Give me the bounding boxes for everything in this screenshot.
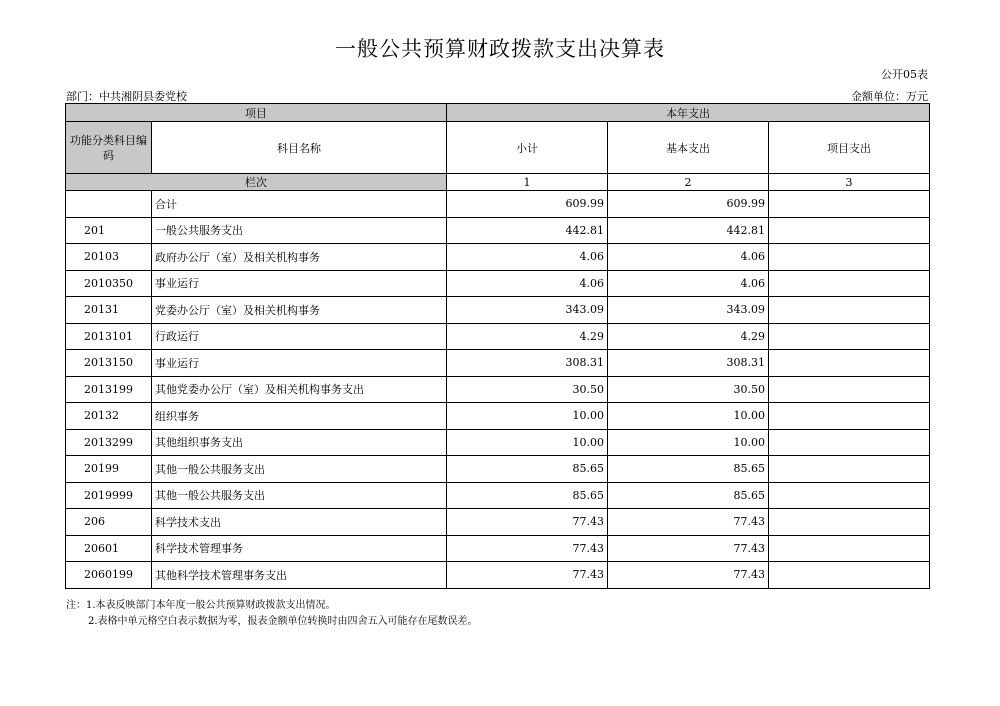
cell-subject-name: 科学技术支出 xyxy=(152,509,447,536)
cell-subject-name: 一般公共服务支出 xyxy=(152,217,447,244)
form-code: 公开05表 xyxy=(881,68,928,81)
cell-code: 2013299 xyxy=(66,429,152,456)
cell-basic-expense: 10.00 xyxy=(608,429,769,456)
cell-basic-expense: 77.43 xyxy=(608,562,769,589)
cell-subject-name: 其他组织事务支出 xyxy=(152,429,447,456)
cell-project-expense xyxy=(769,403,930,430)
table-row xyxy=(66,217,930,244)
cell-basic-expense: 77.43 xyxy=(608,535,769,562)
cell-subject-name: 其他科学技术管理事务支出 xyxy=(152,562,447,589)
cell-basic-expense: 10.00 xyxy=(608,403,769,430)
table-row xyxy=(66,191,930,218)
cell-project-expense xyxy=(769,297,930,324)
cell-subtotal: 77.43 xyxy=(447,535,608,562)
cell-project-expense xyxy=(769,270,930,297)
cell-subtotal: 10.00 xyxy=(447,429,608,456)
cell-project-expense xyxy=(769,509,930,536)
table-row xyxy=(66,403,930,430)
cell-code: 2013150 xyxy=(66,350,152,377)
cell-project-expense xyxy=(769,350,930,377)
cell-code: 206 xyxy=(66,509,152,536)
cell-basic-expense: 4.06 xyxy=(608,244,769,271)
cell-subtotal: 30.50 xyxy=(447,376,608,403)
cell-subtotal: 10.00 xyxy=(447,403,608,430)
header-subject-name: 科目名称 xyxy=(152,122,447,174)
cell-project-expense xyxy=(769,244,930,271)
table-row xyxy=(66,562,930,589)
cell-subtotal: 343.09 xyxy=(447,297,608,324)
footnote-2: 2.表格中单元格空白表示数据为零，报表金额单位转换时由四舍五入可能存在尾数误差。 xyxy=(88,616,478,627)
cell-subject-name: 行政运行 xyxy=(152,323,447,350)
table-row xyxy=(66,244,930,271)
cell-code: 2010350 xyxy=(66,270,152,297)
header-subtotal: 小计 xyxy=(447,122,608,174)
expense-table xyxy=(65,103,930,589)
cell-subtotal: 85.65 xyxy=(447,456,608,483)
header-row-1 xyxy=(66,104,930,122)
cell-subject-name: 其他一般公共服务支出 xyxy=(152,456,447,483)
cell-basic-expense: 85.65 xyxy=(608,456,769,483)
cell-subtotal: 4.29 xyxy=(447,323,608,350)
header-func-code: 功能分类科目编码 xyxy=(66,122,152,174)
cell-subtotal: 609.99 xyxy=(447,191,608,218)
cell-code: 2019999 xyxy=(66,482,152,509)
table-row xyxy=(66,509,930,536)
cell-code: 201 xyxy=(66,217,152,244)
cell-subtotal: 77.43 xyxy=(447,509,608,536)
table-row xyxy=(66,535,930,562)
page-title: 一般公共预算财政拨款支出决算表 xyxy=(335,37,665,61)
header-col3: 3 xyxy=(769,174,930,191)
cell-subject-name: 科学技术管理事务 xyxy=(152,535,447,562)
cell-code: 20199 xyxy=(66,456,152,483)
header-column-index: 栏次 xyxy=(66,174,447,191)
table-row xyxy=(66,270,930,297)
cell-subtotal: 85.65 xyxy=(447,482,608,509)
table-row xyxy=(66,482,930,509)
cell-basic-expense: 85.65 xyxy=(608,482,769,509)
cell-basic-expense: 30.50 xyxy=(608,376,769,403)
table-row xyxy=(66,350,930,377)
cell-project-expense xyxy=(769,376,930,403)
cell-code: 2013101 xyxy=(66,323,152,350)
cell-basic-expense: 308.31 xyxy=(608,350,769,377)
cell-project-expense xyxy=(769,535,930,562)
cell-code: 20103 xyxy=(66,244,152,271)
table-row xyxy=(66,376,930,403)
cell-code: 2013199 xyxy=(66,376,152,403)
cell-subject-name: 事业运行 xyxy=(152,270,447,297)
cell-subject-name: 其他一般公共服务支出 xyxy=(152,482,447,509)
footnotes xyxy=(66,598,478,630)
cell-code: 20132 xyxy=(66,403,152,430)
cell-basic-expense: 4.06 xyxy=(608,270,769,297)
cell-code: 2060199 xyxy=(66,562,152,589)
cell-subject-name: 组织事务 xyxy=(152,403,447,430)
cell-basic-expense: 442.81 xyxy=(608,217,769,244)
cell-subtotal: 77.43 xyxy=(447,562,608,589)
header-col1: 1 xyxy=(447,174,608,191)
table-row xyxy=(66,323,930,350)
cell-code: 20601 xyxy=(66,535,152,562)
cell-subject-name: 其他党委办公厅（室）及相关机构事务支出 xyxy=(152,376,447,403)
cell-code xyxy=(66,191,152,218)
cell-subject-name: 合计 xyxy=(152,191,447,218)
table-row xyxy=(66,456,930,483)
footnote-1: 注：1.本表反映部门本年度一般公共预算财政拨款支出情况。 xyxy=(66,600,336,611)
header-row-3 xyxy=(66,174,930,191)
header-col2: 2 xyxy=(608,174,769,191)
cell-project-expense xyxy=(769,482,930,509)
department-label: 部门：中共湘阴县委党校 xyxy=(66,90,187,103)
cell-subtotal: 308.31 xyxy=(447,350,608,377)
cell-basic-expense: 77.43 xyxy=(608,509,769,536)
cell-basic-expense: 609.99 xyxy=(608,191,769,218)
cell-code: 20131 xyxy=(66,297,152,324)
cell-subtotal: 442.81 xyxy=(447,217,608,244)
cell-project-expense xyxy=(769,191,930,218)
amount-unit-label: 金额单位：万元 xyxy=(851,90,928,103)
cell-project-expense xyxy=(769,429,930,456)
cell-project-expense xyxy=(769,456,930,483)
cell-basic-expense: 343.09 xyxy=(608,297,769,324)
cell-basic-expense: 4.29 xyxy=(608,323,769,350)
header-project-expense: 项目支出 xyxy=(769,122,930,174)
table-row xyxy=(66,297,930,324)
cell-subject-name: 党委办公厅（室）及相关机构事务 xyxy=(152,297,447,324)
header-project: 项目 xyxy=(66,104,447,122)
cell-project-expense xyxy=(769,217,930,244)
cell-project-expense xyxy=(769,562,930,589)
cell-subtotal: 4.06 xyxy=(447,244,608,271)
header-basic-expense: 基本支出 xyxy=(608,122,769,174)
cell-project-expense xyxy=(769,323,930,350)
header-current-year-expense: 本年支出 xyxy=(447,104,930,122)
header-row-2 xyxy=(66,122,930,174)
cell-subject-name: 事业运行 xyxy=(152,350,447,377)
cell-subject-name: 政府办公厅（室）及相关机构事务 xyxy=(152,244,447,271)
table-row xyxy=(66,429,930,456)
cell-subtotal: 4.06 xyxy=(447,270,608,297)
